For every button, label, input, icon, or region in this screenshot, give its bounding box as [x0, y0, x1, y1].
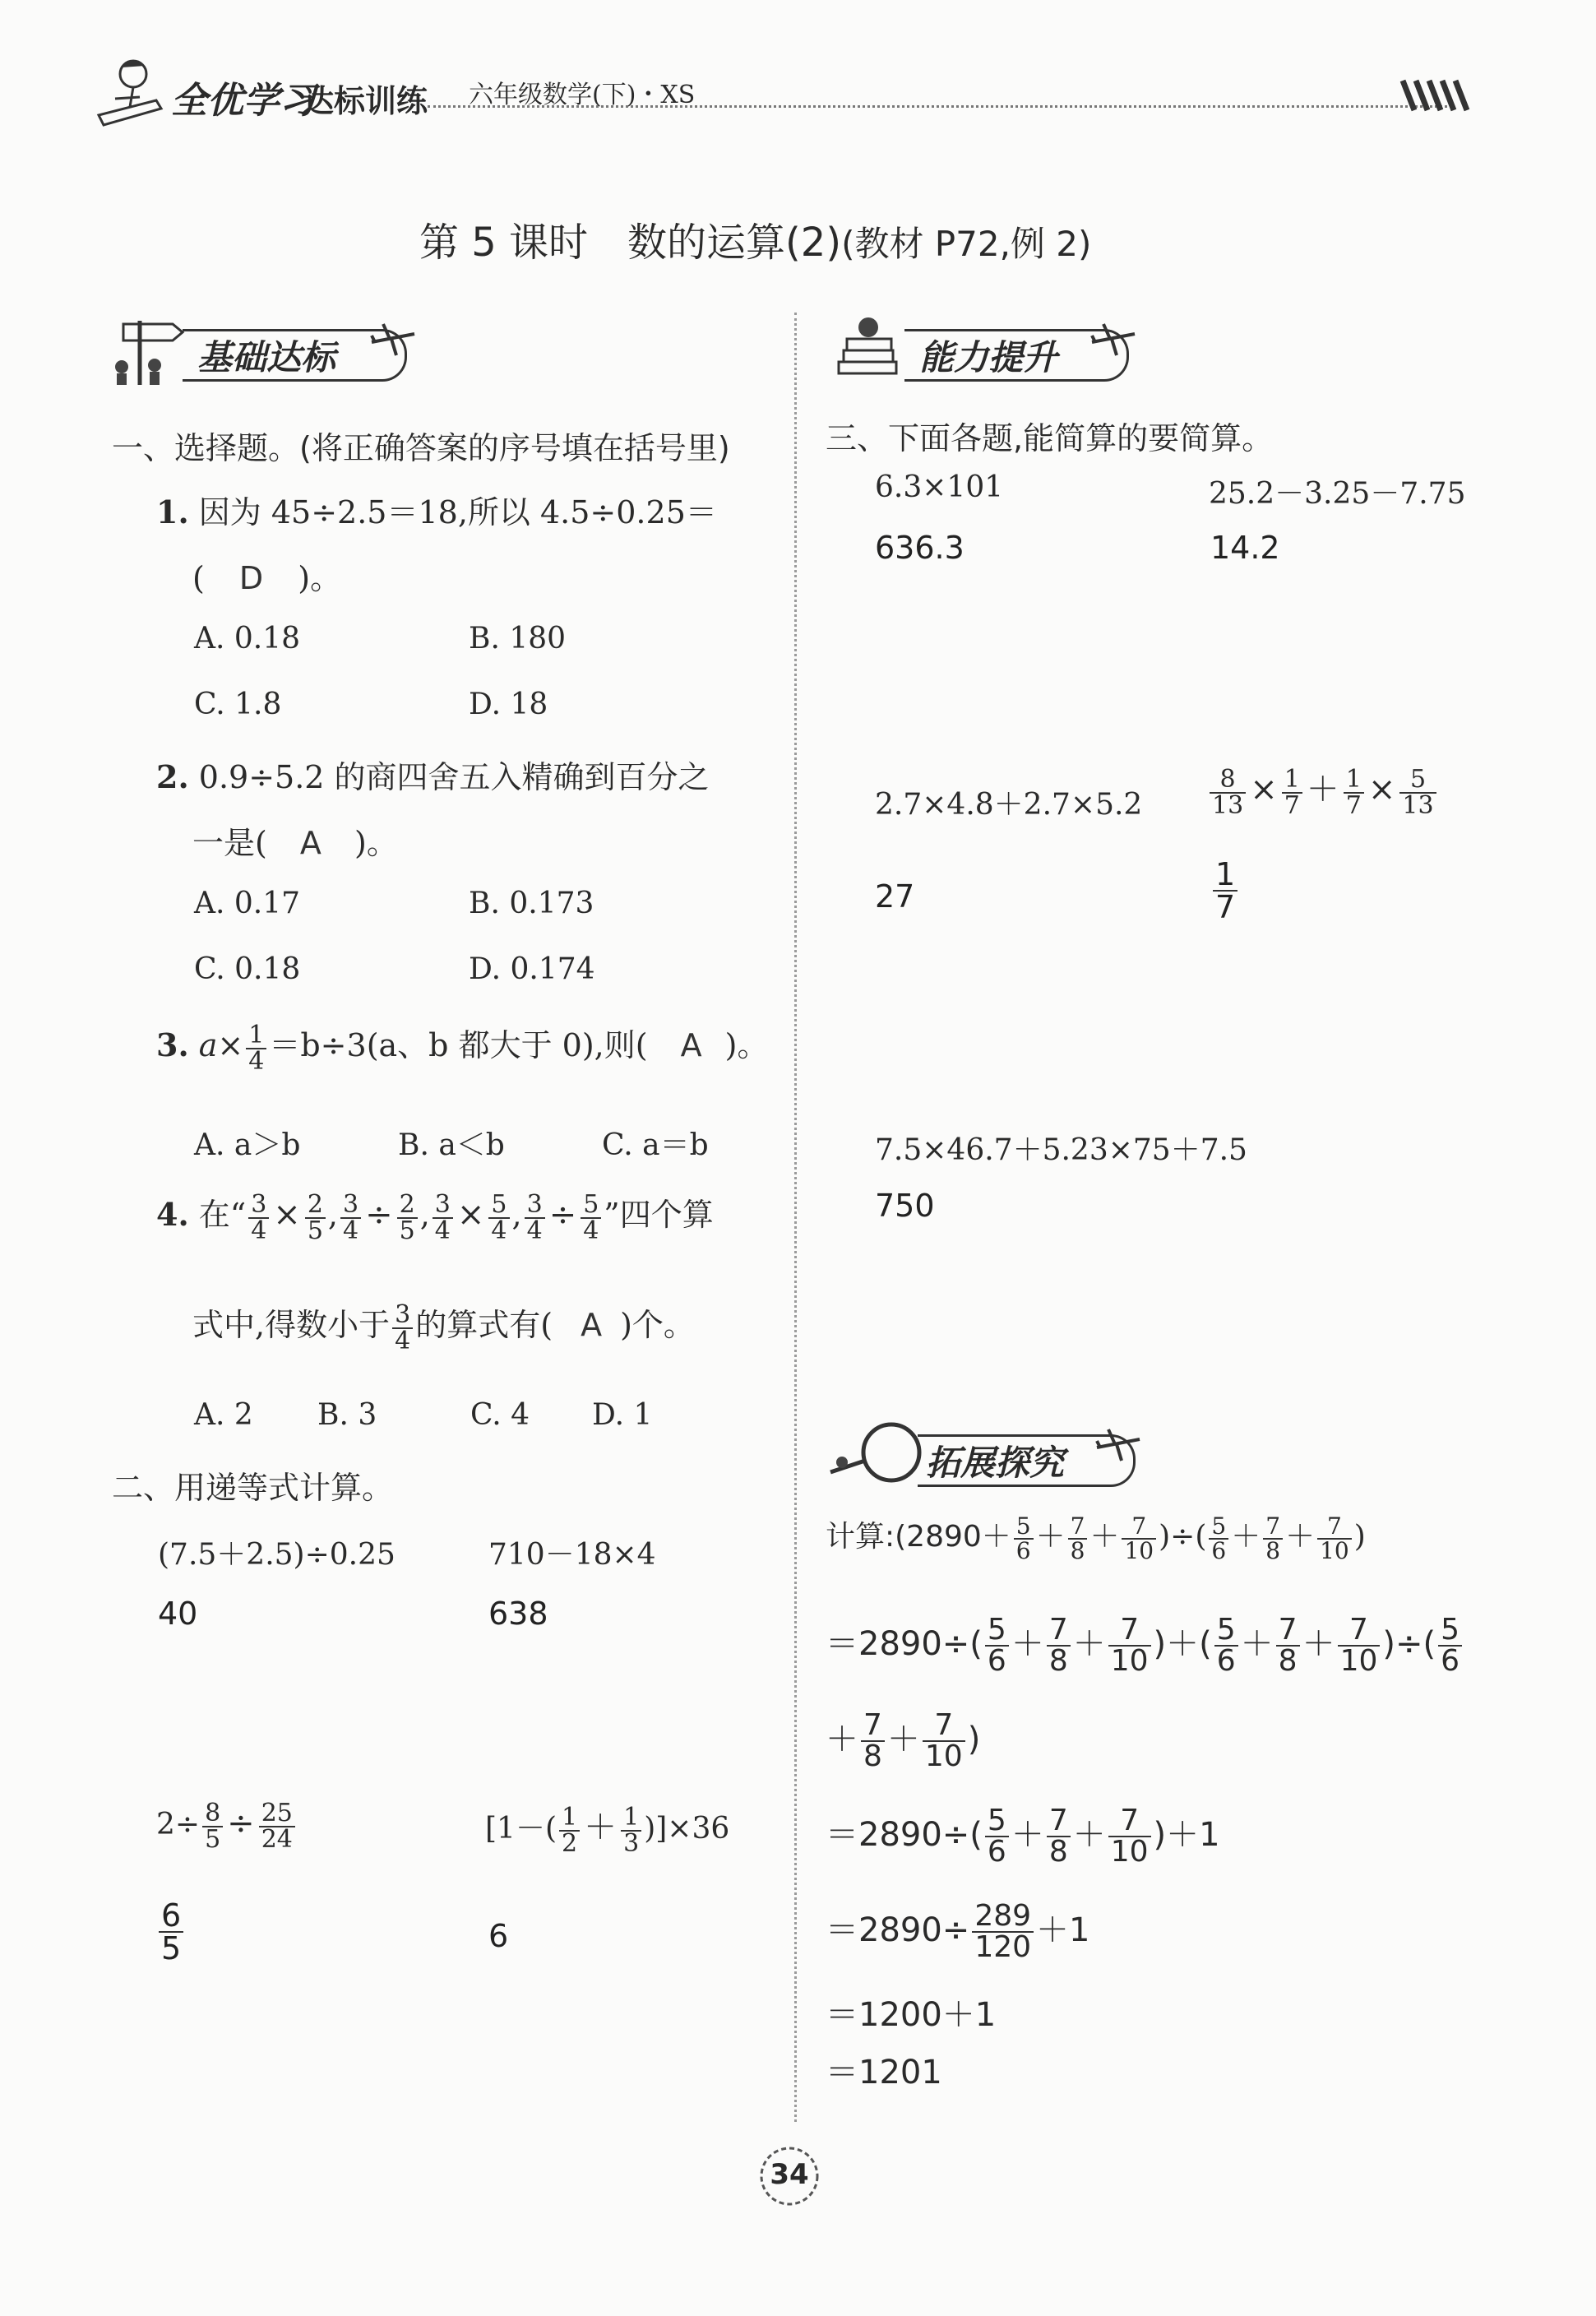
frac-d: 6	[1014, 1538, 1034, 1563]
e4-answer-fraction	[1213, 856, 1237, 925]
e4-f2	[1282, 767, 1302, 818]
p2-answer[interactable]: 638	[488, 1596, 548, 1632]
frac-d: 5	[202, 1826, 223, 1852]
explore-step6[interactable]: ＝1201	[826, 2054, 942, 2091]
frac-d: 6	[1209, 1538, 1228, 1563]
explore-step2[interactable]: ＝2890÷( $\frac{5}{6}$ ＋ $\frac{7}{8}$ ＋ $\frac{7}{10}$ )＋( $\frac{5}{6}$ ＋ $\frac{7}{8}$ ＋ $\frac{7}{10}$ )÷( $\frac{5}{6}$	[826, 1615, 1464, 1676]
s2-f7	[1438, 1615, 1462, 1676]
q3-pre: a×	[198, 1027, 244, 1063]
frac-d: 4	[433, 1217, 453, 1244]
q4-e2-f1	[340, 1189, 361, 1245]
q1	[156, 487, 717, 532]
frac-d: 13	[1210, 792, 1246, 818]
frac-d: 8	[1263, 1538, 1283, 1563]
p3-f1	[202, 1801, 223, 1852]
frac-d: 6	[985, 1645, 1009, 1676]
s2-f9	[923, 1708, 965, 1773]
p3-answer-fraction	[159, 1897, 183, 1966]
e4-f4	[1399, 767, 1436, 818]
q4-paren-close: )个。	[620, 1307, 695, 1343]
q1-option-b[interactable]: B. 180	[469, 622, 567, 655]
q2-option-d[interactable]: D. 0.174	[469, 952, 595, 986]
q4-e2-f2	[397, 1189, 418, 1245]
p3-expr: 2÷ $\frac{8}{5}$ ÷ $\frac{25}{24}$	[156, 1801, 298, 1852]
p3-pre: 2÷	[156, 1808, 201, 1841]
s2-f4	[1214, 1615, 1238, 1676]
q2-number: 2.	[156, 758, 189, 795]
frac-d: 4	[525, 1217, 545, 1244]
q4-post: ”四个算	[604, 1197, 714, 1233]
e4-f1	[1210, 767, 1246, 818]
frac-d: 10	[1317, 1538, 1352, 1563]
airplane-icon	[1094, 1424, 1143, 1466]
frac-d: 4	[581, 1217, 601, 1244]
step3-pre: ＝2890÷(	[826, 1816, 983, 1854]
q1-text: 因为 45÷2.5＝18,所以 4.5÷0.25＝	[198, 494, 717, 530]
p4-f2	[621, 1805, 641, 1856]
e4-expr: $\frac{8}{13}$ × $\frac{1}{7}$ ＋ $\frac{1}{7}$ × $\frac{5}{13}$	[1207, 763, 1439, 818]
frac-d: 5	[159, 1931, 183, 1964]
ex-f3	[1122, 1512, 1156, 1564]
stripes-decoration	[1398, 79, 1480, 112]
explore-step5[interactable]: ＝1200＋1	[826, 1996, 997, 2034]
s2-f1	[985, 1615, 1009, 1676]
lesson-title-ref: (教材 P72,例 2)	[841, 224, 1092, 264]
frac-n: 8	[205, 1799, 221, 1827]
frac-n: 289	[974, 1899, 1032, 1933]
ex-f4	[1209, 1512, 1228, 1564]
frac-n: 7	[1120, 1804, 1140, 1837]
e2-expr: 25.2－3.25－7.75	[1209, 477, 1466, 511]
s2-f6	[1338, 1615, 1381, 1676]
q2-option-b[interactable]: B. 0.173	[469, 887, 594, 920]
section-badge-ability	[822, 313, 1143, 387]
s3-f2	[1047, 1806, 1071, 1867]
section-title-explore: 拓展探究	[926, 1443, 1065, 1483]
frac-d: 6	[1438, 1645, 1462, 1676]
q3-fraction	[246, 1020, 266, 1076]
q2-text2: 一是(	[192, 825, 267, 861]
q4-line2	[192, 1299, 695, 1354]
signpost-icon	[107, 313, 189, 387]
ex-f1	[1014, 1512, 1034, 1564]
page-number-badge	[758, 2145, 821, 2207]
frac-d: 8	[1047, 1645, 1071, 1676]
e4-answer[interactable]	[1210, 856, 1240, 925]
part2-heading: 二、用递等式计算。	[112, 1470, 394, 1506]
q4-number: 4.	[156, 1196, 189, 1233]
frac-n: 5	[1216, 1613, 1236, 1647]
s3-f3	[1108, 1806, 1151, 1867]
frac-d: 6	[985, 1836, 1009, 1867]
q1-option-d[interactable]: D. 18	[469, 688, 548, 721]
frac-d: 8	[1068, 1538, 1088, 1563]
column-divider	[794, 313, 797, 2122]
q2	[156, 752, 710, 797]
p4-expr: [1－( $\frac{1}{2}$ ＋ $\frac{1}{3}$ )]×36	[485, 1803, 730, 1858]
p1-answer[interactable]: 40	[158, 1596, 198, 1632]
p3-f2	[259, 1801, 295, 1852]
frac-n: 7	[1048, 1613, 1068, 1647]
explore-problem: 计算:(2890＋ $\frac{5}{6}$ ＋ $\frac{7}{8}$ ＋ $\frac{7}{10}$ )÷( $\frac{5}{6}$ ＋ $\frac{7}{8}$ ＋ $\frac{7}{10}$ )	[826, 1512, 1366, 1564]
q3-option-a[interactable]: A. a＞b	[194, 1128, 301, 1162]
q3-option-b[interactable]: B. a＜b	[398, 1128, 505, 1162]
q1-paren-open: (	[192, 560, 205, 596]
q4-option-b[interactable]: B. 3	[317, 1398, 377, 1432]
p4-answer[interactable]: 6	[488, 1918, 509, 1954]
q3-paren-close: )。	[724, 1027, 769, 1063]
explore-step2-cont[interactable]: ＋ $\frac{7}{8}$ ＋ $\frac{7}{10}$ )	[826, 1708, 981, 1773]
q1-answer[interactable]: D	[238, 560, 264, 596]
e5-expr: 7.5×46.7＋5.23×75＋7.5	[875, 1133, 1247, 1167]
header	[82, 49, 1480, 140]
e2-answer[interactable]: 14.2	[1210, 530, 1280, 566]
p4-f1	[559, 1805, 580, 1856]
p1-expr: (7.5＋2.5)÷0.25	[158, 1538, 396, 1572]
q3	[156, 1020, 769, 1074]
frac-d: 2	[559, 1830, 580, 1856]
frac-n: 7	[1265, 1512, 1281, 1540]
q4-e1-f2	[305, 1189, 326, 1245]
q3-post: ＝b÷3(a、b 都大于 0),则(	[269, 1027, 648, 1063]
s2-f8	[861, 1708, 885, 1773]
q4: 4. 在“ $\frac{3}{4}$ × $\frac{2}{5}$ , $\frac{3}{4}$ ÷ $\frac{2}{5}$ , $\frac{3}{4}$ × $\frac{5}{4}$ , $\frac{3}{4}$ ÷ $\frac{5}{4}$ ”四个算	[156, 1189, 714, 1245]
q3-frac-n: 1	[248, 1020, 265, 1049]
q4-e3-f1	[433, 1189, 453, 1245]
q3-answer[interactable]: A	[680, 1027, 702, 1063]
frac-n: 5	[491, 1189, 507, 1219]
q4-line2-pre: 式中,得数小于	[192, 1307, 391, 1343]
frac-n: 7	[1278, 1613, 1298, 1647]
section-title-ability: 能力提升	[919, 337, 1058, 378]
s2-f2	[1047, 1615, 1071, 1676]
frac-n: 5	[583, 1189, 599, 1219]
frac-n: 5	[987, 1804, 1006, 1837]
frac-n: 2	[307, 1189, 323, 1219]
ex-f5	[1263, 1512, 1283, 1564]
airplane-icon	[368, 319, 418, 360]
p3-answer[interactable]	[156, 1897, 186, 1966]
q1-option-a[interactable]: A. 0.18	[194, 622, 301, 655]
q1-answer-line	[192, 553, 341, 598]
section-badge-basic	[107, 313, 419, 387]
frac-d: 24	[259, 1826, 295, 1852]
explore-label: 计算:(2890＋	[826, 1520, 1011, 1554]
s4-f1	[972, 1901, 1034, 1962]
frac-n: 25	[261, 1799, 293, 1827]
frac-n: 6	[161, 1897, 182, 1934]
ex-f2	[1068, 1512, 1088, 1564]
student-reading-icon	[82, 49, 173, 132]
frac-n: 5	[1441, 1613, 1460, 1647]
airplane-icon	[1089, 319, 1138, 360]
part1-heading: 一、选择题。(将正确答案的序号填在括号里)	[112, 430, 730, 466]
frac-n: 1	[1345, 765, 1362, 794]
frac-n: 7	[1349, 1613, 1368, 1647]
frac-n: 2	[399, 1189, 415, 1219]
frac-n: 3	[343, 1189, 359, 1219]
frac-d: 10	[1108, 1645, 1151, 1676]
frac-d: 4	[392, 1327, 413, 1354]
grade-label: 六年级数学(下)・XS	[469, 81, 696, 109]
explore-step4[interactable]	[826, 1901, 1089, 1962]
s2-f3	[1108, 1615, 1151, 1676]
frac-d: 5	[305, 1217, 326, 1244]
frac-d: 5	[397, 1217, 418, 1244]
lesson-title	[419, 211, 1091, 267]
frac-d: 10	[1338, 1645, 1381, 1676]
frac-n: 5	[987, 1613, 1006, 1647]
e4-f3	[1344, 767, 1364, 818]
frac-d: 7	[1282, 792, 1302, 818]
q1-option-c[interactable]: C. 1.8	[194, 688, 282, 721]
q4-pre: 在“	[198, 1197, 247, 1233]
q2-answer[interactable]: A	[299, 825, 322, 861]
frac-d: 7	[1344, 792, 1364, 818]
frac-d: 120	[972, 1931, 1034, 1962]
frac-n: 7	[934, 1708, 954, 1742]
frac-n: 7	[1048, 1804, 1068, 1837]
frac-n: 3	[526, 1189, 543, 1219]
e1-expr: 6.3×101	[875, 470, 1004, 504]
q2-option-c[interactable]: C. 0.18	[194, 952, 301, 986]
q1-number: 1.	[156, 493, 189, 530]
frac-n: 5	[1211, 1512, 1227, 1540]
q3-number: 3.	[156, 1026, 189, 1063]
e1-answer[interactable]: 636.3	[875, 530, 965, 566]
books-icon	[822, 313, 913, 387]
frac-n: 7	[1131, 1512, 1147, 1540]
q4-option-a[interactable]: A. 2	[194, 1398, 253, 1432]
q2-paren-close: )。	[354, 825, 398, 861]
frac-d: 4	[248, 1217, 269, 1244]
frac-n: 7	[1120, 1613, 1140, 1647]
frac-d: 3	[621, 1830, 641, 1856]
q2-text: 0.9÷5.2 的商四舍五入精确到百分之	[198, 759, 710, 795]
frac-n: 1	[623, 1803, 640, 1832]
q2-answer-line	[192, 818, 398, 863]
frac-d: 8	[1276, 1645, 1300, 1676]
frac-n: 3	[395, 1299, 411, 1329]
frac-n: 7	[1070, 1512, 1085, 1540]
frac-n: 1	[1284, 765, 1300, 794]
frac-d: 10	[1108, 1836, 1151, 1867]
frac-d: 7	[1213, 890, 1237, 923]
step4-post: ＋1	[1036, 1911, 1090, 1949]
frac-d: 13	[1399, 792, 1436, 818]
p4-post: )]×36	[644, 1812, 730, 1846]
brand-logo: 全优学习	[171, 80, 316, 122]
q3-frac-d: 4	[246, 1048, 266, 1074]
s2-f5	[1276, 1615, 1300, 1676]
frac-d: 8	[861, 1740, 885, 1772]
frac-d: 6	[1214, 1645, 1238, 1676]
frac-d: 10	[923, 1740, 965, 1772]
section-badge-explore	[822, 1415, 1151, 1497]
e5-answer[interactable]: 750	[875, 1188, 935, 1224]
lesson-title-main: 第 5 课时 数的运算(2)	[419, 220, 842, 266]
series-name: 达标训练	[303, 83, 428, 119]
step4-pre: ＝2890÷	[826, 1911, 970, 1949]
part3-heading: 三、下面各题,能简算的要简算。	[826, 420, 1274, 456]
q4-line2-fraction	[392, 1299, 413, 1355]
frac-n: 3	[251, 1189, 267, 1219]
frac-n: 7	[1326, 1512, 1342, 1540]
q4-answer[interactable]: A	[581, 1307, 603, 1343]
q1-paren-close: )。	[298, 560, 342, 596]
frac-n: 5	[1409, 765, 1427, 794]
frac-d: 4	[340, 1217, 361, 1244]
q4-line2-post: 的算式有(	[415, 1307, 553, 1343]
q4-e4-f2	[581, 1189, 601, 1245]
frac-n: 3	[434, 1189, 451, 1219]
page-number: 34	[770, 2158, 809, 2191]
frac-n: 8	[1219, 765, 1236, 794]
frac-n: 7	[863, 1708, 882, 1742]
q4-e1-f1	[248, 1189, 269, 1245]
e3-answer[interactable]: 27	[875, 878, 915, 915]
q3-option-c[interactable]: C. a＝b	[602, 1128, 709, 1162]
q4-e4-f1	[525, 1189, 545, 1245]
q4-e3-f2	[488, 1189, 509, 1245]
frac-n: 5	[1015, 1512, 1031, 1540]
frac-d: 4	[488, 1217, 509, 1244]
p2-expr: 710－18×4	[488, 1538, 656, 1572]
magnifier-icon	[822, 1415, 929, 1497]
section-title-basic: 基础达标	[197, 337, 336, 378]
frac-d: 10	[1122, 1538, 1156, 1563]
frac-n: 1	[562, 1803, 578, 1832]
p4-pre: [1－(	[485, 1812, 557, 1846]
q4-option-d[interactable]: D. 1	[592, 1398, 653, 1432]
ex-f6	[1317, 1512, 1352, 1564]
q2-option-a[interactable]: A. 0.17	[194, 887, 301, 920]
s3-f1	[985, 1806, 1009, 1867]
step3-post: )＋1	[1153, 1816, 1220, 1854]
e3-expr: 2.7×4.8＋2.7×5.2	[875, 788, 1143, 822]
explore-step3[interactable]: ＝2890÷( $\frac{5}{6}$ ＋ $\frac{7}{8}$ ＋ $\frac{7}{10}$ )＋1	[826, 1804, 1220, 1869]
frac-d: 8	[1047, 1836, 1071, 1867]
q4-option-c[interactable]: C. 4	[470, 1398, 530, 1432]
frac-n: 1	[1215, 856, 1236, 892]
